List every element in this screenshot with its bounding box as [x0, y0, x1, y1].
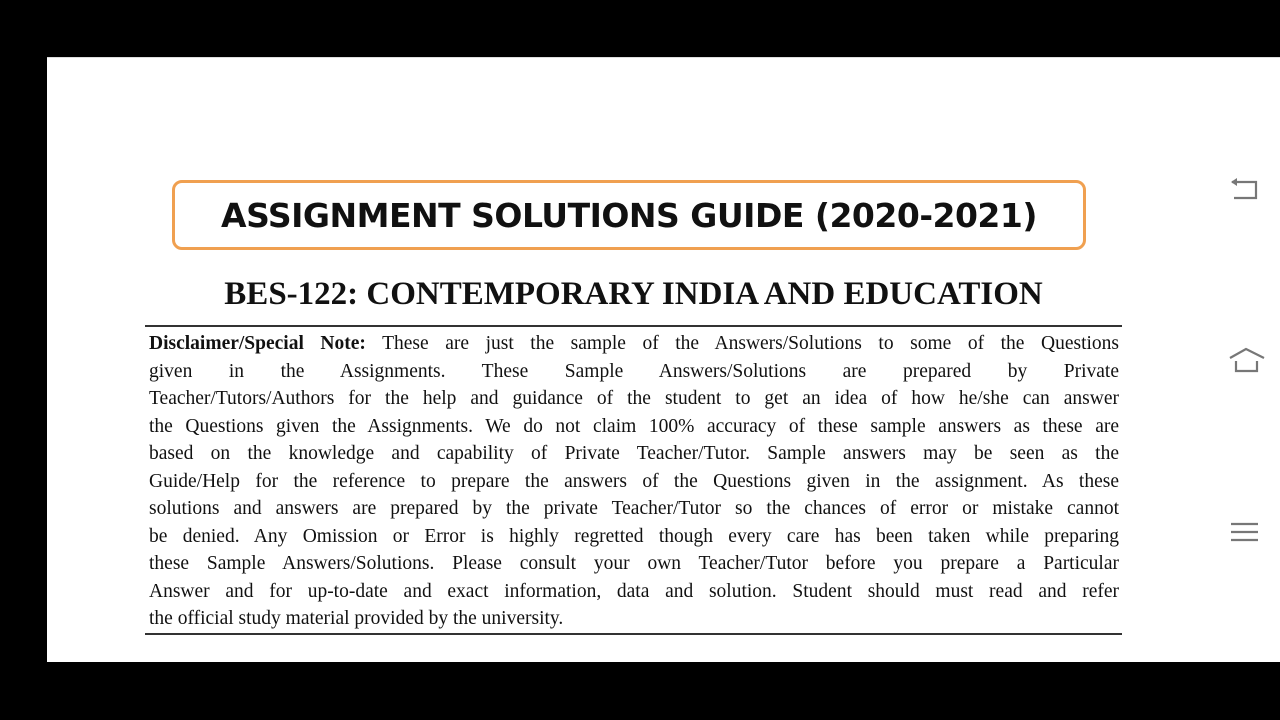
- disclaimer-line: the official study material provided by the university.: [149, 608, 564, 629]
- course-title: BES-122: CONTEMPORARY INDIA AND EDUCATION: [224, 276, 1043, 312]
- disclaimer-line: Disclaimer/Special Note: These are just the sample of the Answers/Solutions to some of the Questions: [149, 333, 1119, 354]
- disclaimer-line: these Sample Answers/Solutions. Please consult your own Teacher/Tutor before you prepare a Particular: [149, 553, 1119, 574]
- disclaimer-label: Disclaimer/Special Note:: [149, 333, 366, 354]
- home-icon[interactable]: [1228, 345, 1268, 375]
- document-title: ASSIGNMENT SOLUTIONS GUIDE (2020-2021): [221, 195, 1037, 235]
- disclaimer-line: be denied. Any Omission or Error is highly regretted though every care has been taken while preparing: [149, 525, 1119, 547]
- divider-bottom: [145, 633, 1122, 635]
- disclaimer-line: Answer and for up-to-date and exact information, data and solution. Student should must read and refer: [149, 580, 1119, 602]
- title-box: [172, 180, 1086, 250]
- disclaimer-paragraph: [149, 330, 1119, 633]
- menu-icon[interactable]: [1228, 520, 1262, 546]
- disclaimer-line: Guide/Help for the reference to prepare the answers of the Questions given in the assignment. As these: [149, 470, 1119, 492]
- disclaimer-line: the Questions given the Assignments. We do not claim 100% accuracy of these sample answers as these are: [149, 415, 1119, 437]
- disclaimer-line: given in the Assignments. These Sample Answers/Solutions are prepared by Private: [149, 360, 1119, 382]
- disclaimer-line: based on the knowledge and capability of Private Teacher/Tutor. Sample answers may be seen as the: [149, 443, 1119, 464]
- disclaimer-line: solutions and answers are prepared by the private Teacher/Tutor so the chances of error or mistake cannot: [149, 498, 1119, 519]
- disclaimer-line: Teacher/Tutors/Authors for the help and guidance of the student to get an idea of how he/she can answer: [149, 388, 1119, 409]
- divider-top: [145, 325, 1122, 327]
- back-icon[interactable]: [1228, 175, 1262, 203]
